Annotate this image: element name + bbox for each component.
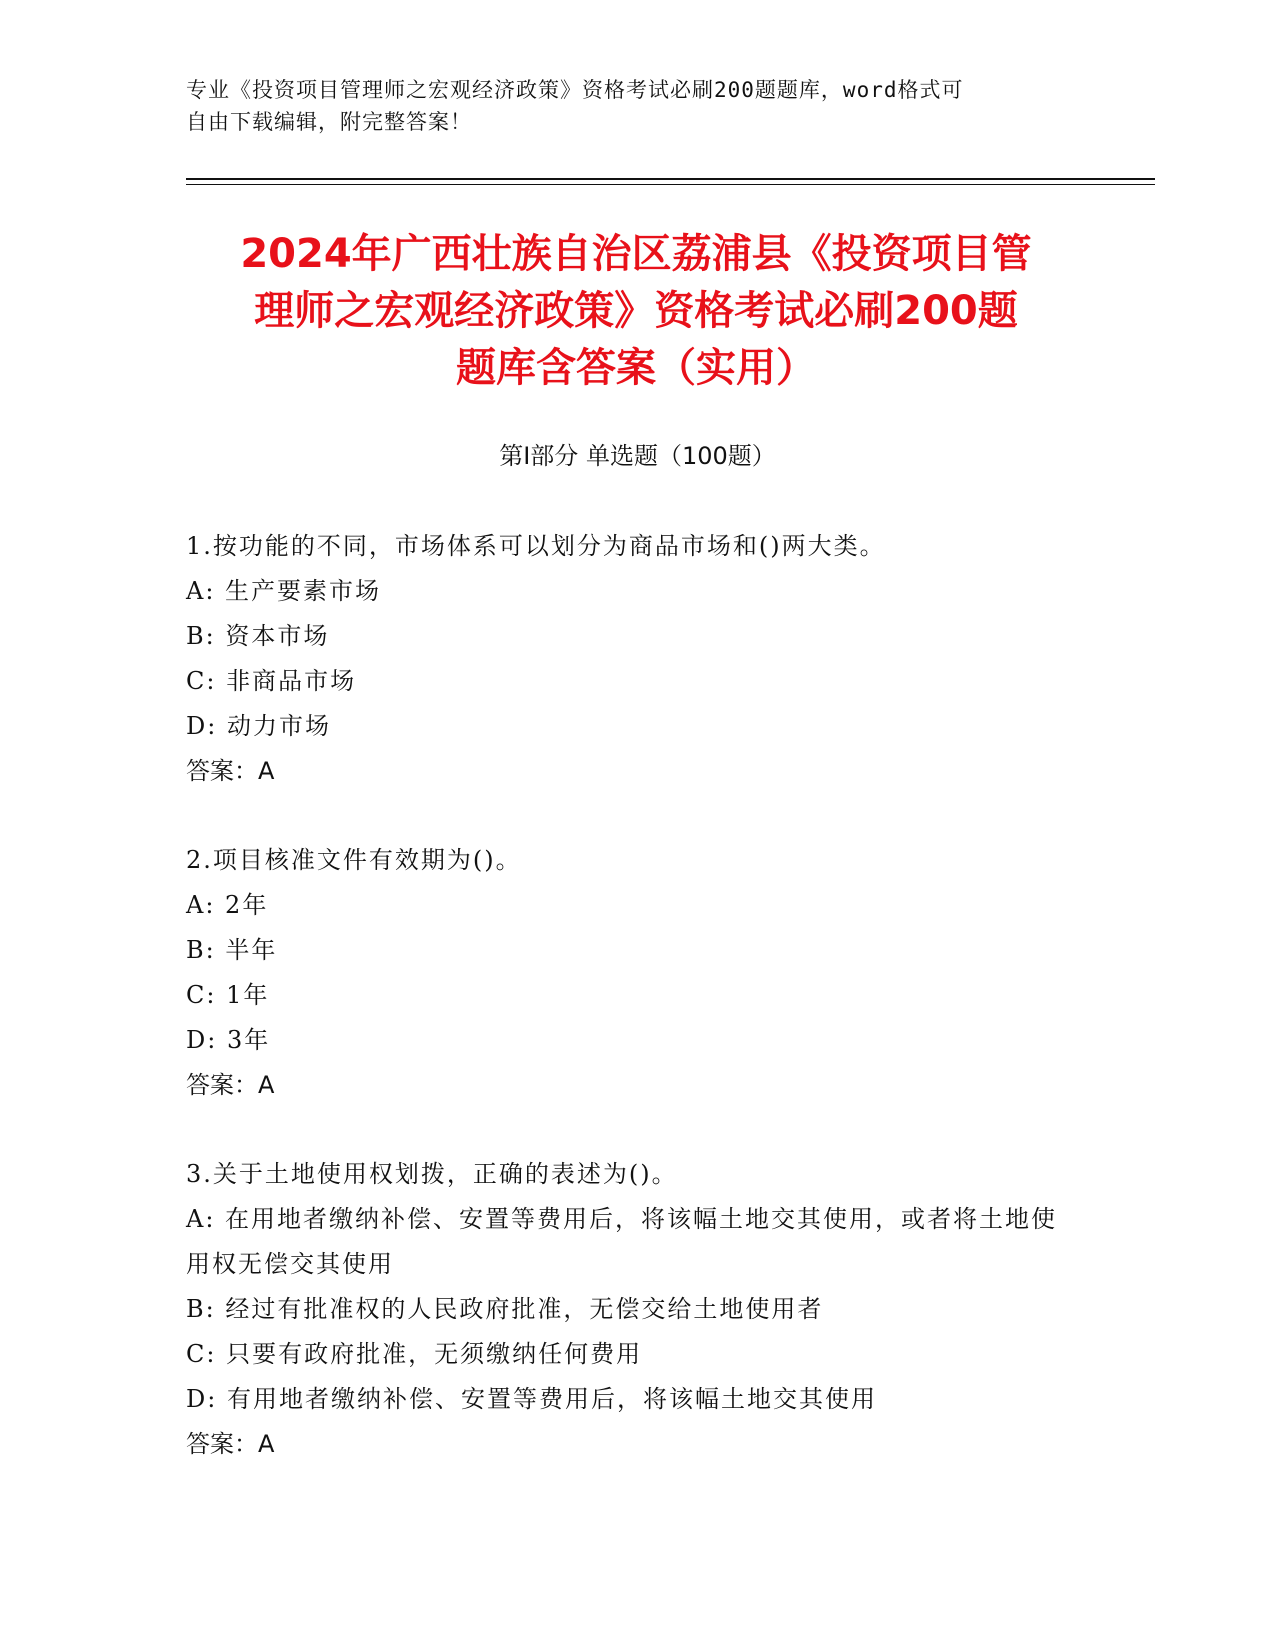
title-line-3: 题库含答案（实用） bbox=[456, 345, 816, 391]
header-line-1: 专业《投资项目管理师之宏观经济政策》资格考试必刷200题题库，word格式可 bbox=[186, 78, 964, 102]
option-c: C: 非商品市场 bbox=[186, 667, 357, 695]
question-stem: 2.项目核准文件有效期为()。 bbox=[186, 846, 522, 874]
answer-label: 答案：A bbox=[186, 757, 275, 785]
question-list bbox=[186, 524, 1066, 1511]
option-c: C: 只要有政府批准，无须缴纳任何费用 bbox=[186, 1340, 643, 1368]
option-b: B: 资本市场 bbox=[186, 622, 330, 650]
option-b: B: 半年 bbox=[186, 936, 278, 964]
option-d: D: 3年 bbox=[186, 1026, 271, 1054]
option-a: A: 在用地者缴纳补偿、安置等费用后，将该幅土地交其使用，或者将土地使用权无偿交其使用 bbox=[186, 1205, 1058, 1278]
question-1 bbox=[186, 524, 1066, 794]
answer-label: 答案：A bbox=[186, 1071, 275, 1099]
option-b: B: 经过有批准权的人民政府批准，无偿交给土地使用者 bbox=[186, 1295, 824, 1323]
header-divider-thin bbox=[186, 184, 1155, 185]
title-line-2: 理师之宏观经济政策》资格考试必刷200题 bbox=[254, 288, 1018, 334]
option-d: D: 动力市场 bbox=[186, 712, 331, 740]
option-c: C: 1年 bbox=[186, 981, 270, 1009]
option-a: A: 生产要素市场 bbox=[186, 577, 382, 605]
section-title: 第Ⅰ部分 单选题（100题） bbox=[499, 442, 776, 470]
question-2 bbox=[186, 838, 1066, 1108]
option-d: D: 有用地者缴纳补偿、安置等费用后，将该幅土地交其使用 bbox=[186, 1385, 877, 1413]
question-stem: 1.按功能的不同，市场体系可以划分为商品市场和()两大类。 bbox=[186, 532, 886, 560]
title-line-1: 2024年广西壮族自治区荔浦县《投资项目管 bbox=[240, 231, 1032, 277]
page-title bbox=[186, 226, 1086, 397]
question-3 bbox=[186, 1152, 1066, 1467]
question-stem: 3.关于土地使用权划拨，正确的表述为()。 bbox=[186, 1160, 678, 1188]
header-divider-thick bbox=[186, 178, 1155, 180]
document-header bbox=[186, 74, 1066, 138]
header-line-2: 自由下载编辑，附完整答案！ bbox=[186, 110, 472, 134]
option-a: A: 2年 bbox=[186, 891, 269, 919]
answer-label: 答案：A bbox=[186, 1430, 275, 1458]
